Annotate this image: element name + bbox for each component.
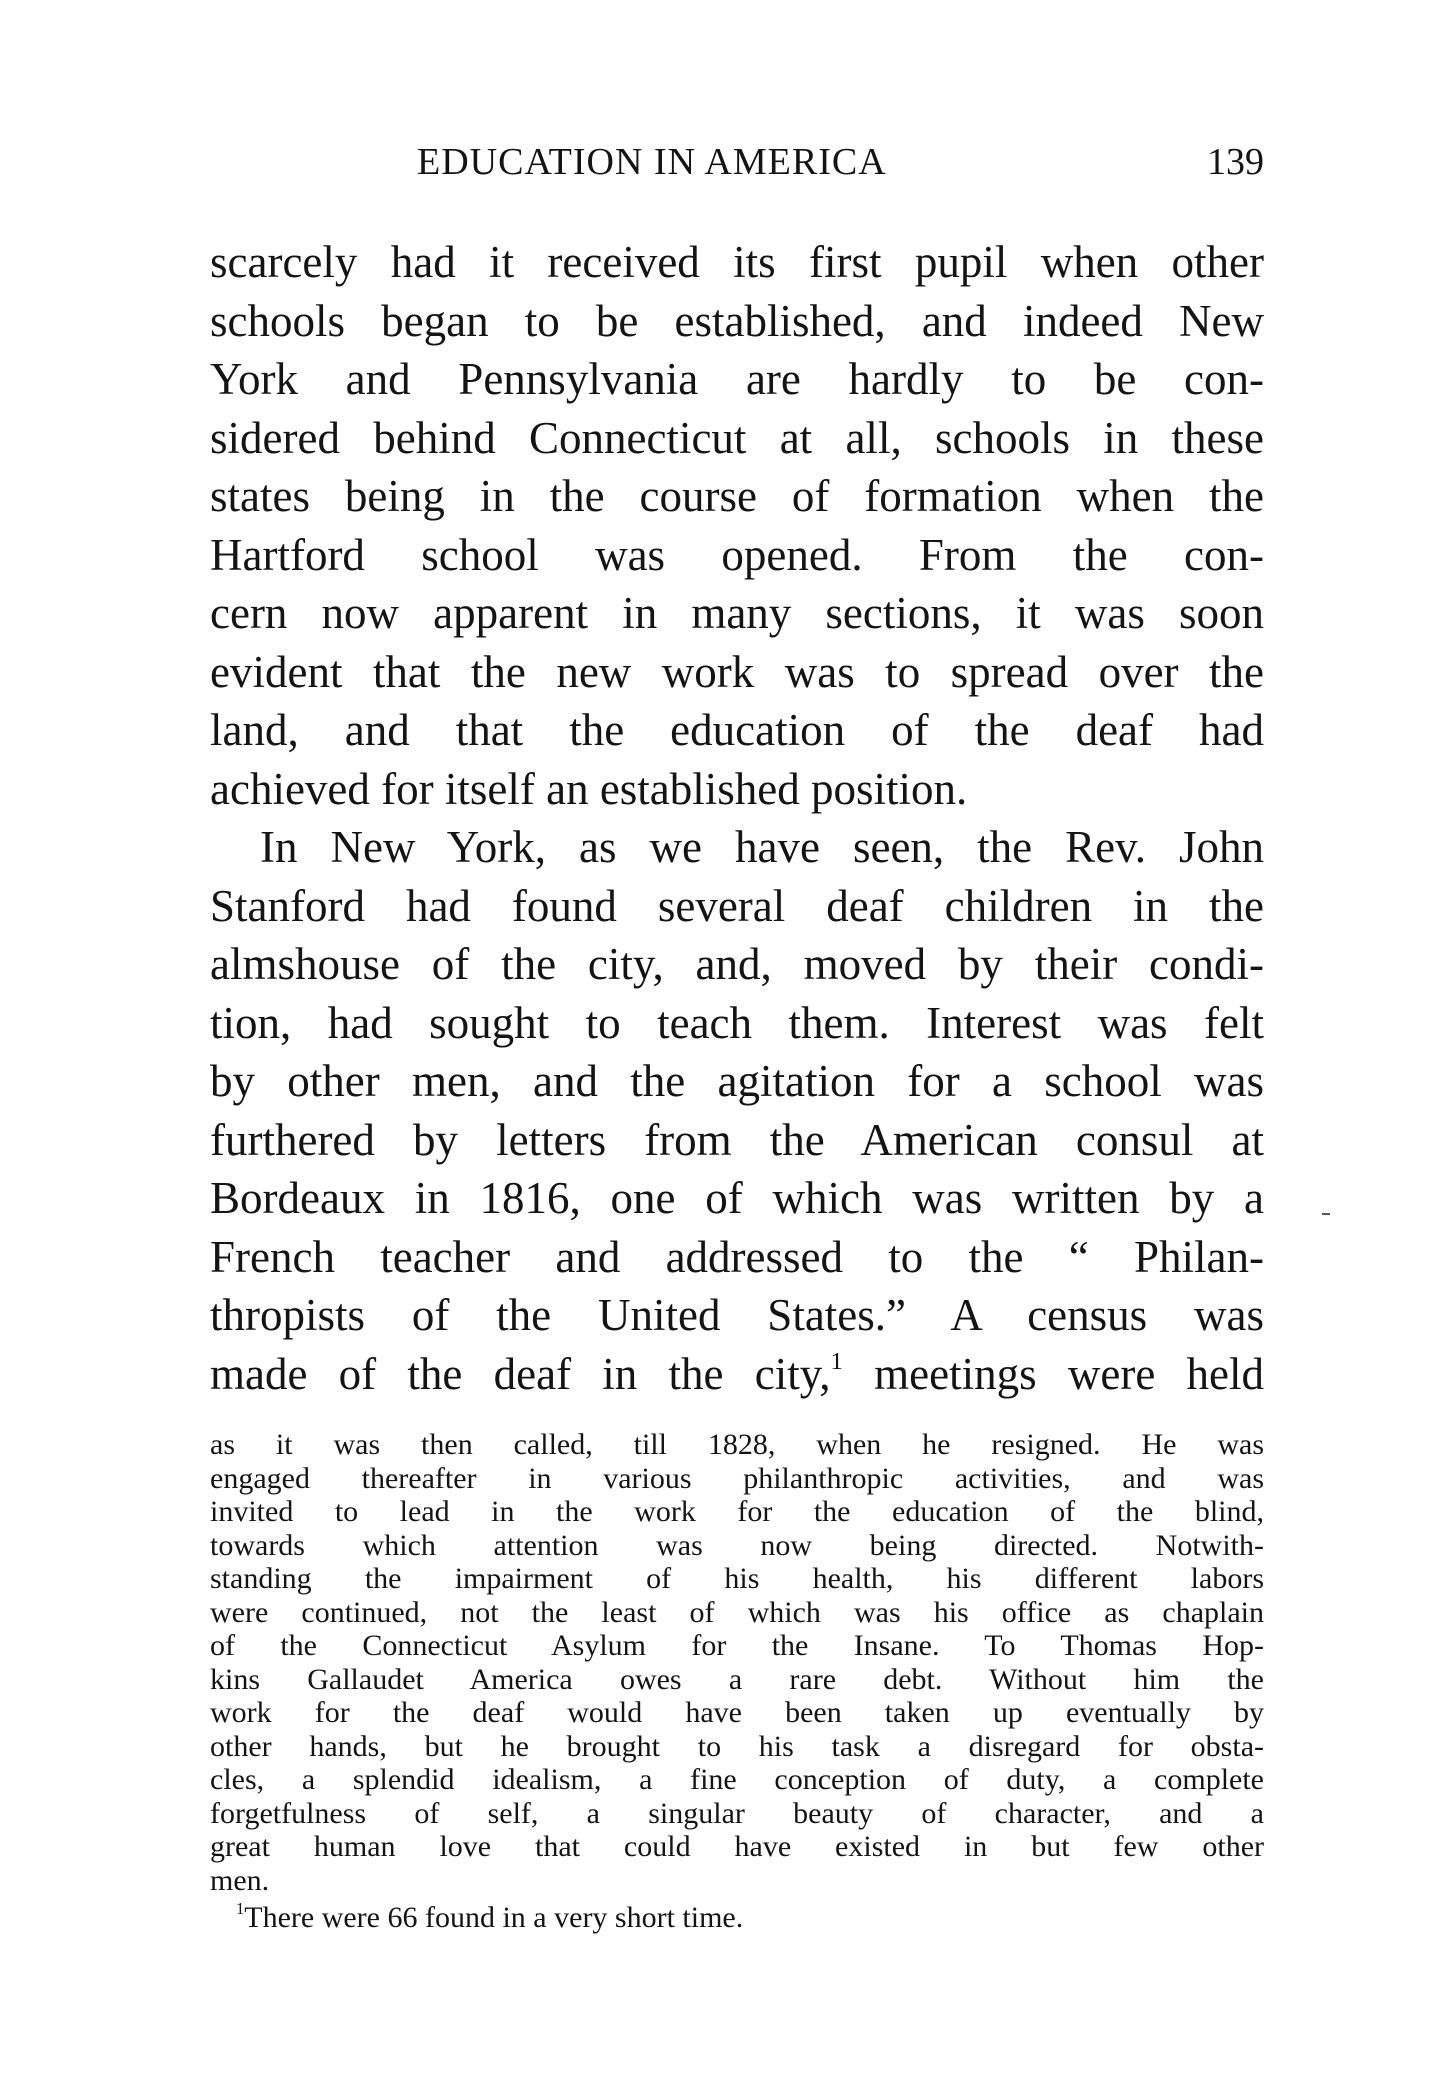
body-line xyxy=(210,1345,1264,1403)
footnote-line: other hands, but he brought to his task a disregard for obsta- xyxy=(210,1730,1264,1763)
body-line: thropists of the United States.” A census was xyxy=(210,1290,1264,1340)
body-line: York and Pennsylvania are hardly to be con- xyxy=(210,354,1264,404)
body-line: Stanford had found several deaf children in the xyxy=(210,881,1264,931)
body-line: schools began to be established, and indeed New xyxy=(210,296,1264,346)
footnote-line: forgetfulness of self, a singular beauty of character, and a xyxy=(210,1797,1264,1830)
running-title: EDUCATION IN AMERICA xyxy=(417,141,887,183)
footnote-line: kins Gallaudet America owes a rare debt. Without him the xyxy=(210,1663,1264,1696)
body-line: tion, had sought to teach them. Interest was felt xyxy=(210,998,1264,1048)
body-line: sidered behind Connecticut at all, schools in these xyxy=(210,413,1264,463)
body-line: French teacher and addressed to the “ Philan- xyxy=(210,1232,1264,1282)
body-line: by other men, and the agitation for a school was xyxy=(210,1056,1264,1106)
footnote-marker: 1 xyxy=(236,1898,245,1918)
footnote-line: men. xyxy=(210,1864,270,1897)
margin-mark xyxy=(1322,1213,1330,1215)
footnote-line: towards which attention was now being directed. Notwith- xyxy=(210,1529,1264,1562)
footnote-text: There were 66 found in a very short time. xyxy=(244,1901,744,1934)
body-line: evident that the new work was to spread over the xyxy=(210,647,1264,697)
footnote-line: were continued, not the least of which was his office as chaplain xyxy=(210,1596,1264,1629)
footnote-1 xyxy=(236,1898,1264,1935)
body-line-end: meetings were held xyxy=(842,1349,1265,1399)
body-line: states being in the course of formation when the xyxy=(210,471,1264,521)
footnote-line: great human love that could have existed in but few other xyxy=(210,1830,1264,1863)
page-header xyxy=(210,140,1264,192)
footnote-line: standing the impairment of his health, his different labors xyxy=(210,1562,1264,1595)
footnote-line: as it was then called, till 1828, when he resigned. He was xyxy=(210,1428,1264,1461)
body-line: cern now apparent in many sections, it was soon xyxy=(210,588,1264,638)
body-line: furthered by letters from the American consul at xyxy=(210,1115,1264,1165)
body-line: Hartford school was opened. From the con- xyxy=(210,530,1264,580)
footnote-line: of the Connecticut Asylum for the Insane. To Thomas Hop- xyxy=(210,1629,1264,1662)
footnote-line: invited to lead in the work for the education of the blind, xyxy=(210,1495,1264,1528)
footnote-line: engaged thereafter in various philanthropic activities, and was xyxy=(210,1462,1264,1495)
body-line: almshouse of the city, and, moved by their condi- xyxy=(210,939,1264,989)
body-line: In New York, as we have seen, the Rev. John xyxy=(260,822,1264,872)
body-line-start: made of the deaf in the city, xyxy=(210,1349,831,1399)
footnote-reference: 1 xyxy=(830,1348,843,1376)
body-line: land, and that the education of the deaf had xyxy=(210,705,1264,755)
body-line: achieved for itself an established position. xyxy=(210,764,968,814)
footnote-line: cles, a splendid idealism, a fine conception of duty, a complete xyxy=(210,1763,1264,1796)
page-number: 139 xyxy=(1207,141,1264,183)
footnote-line: work for the deaf would have been taken up eventually by xyxy=(210,1696,1264,1729)
body-line: Bordeaux in 1816, one of which was written by a xyxy=(210,1173,1264,1223)
body-line: scarcely had it received its first pupil when other xyxy=(210,237,1264,287)
